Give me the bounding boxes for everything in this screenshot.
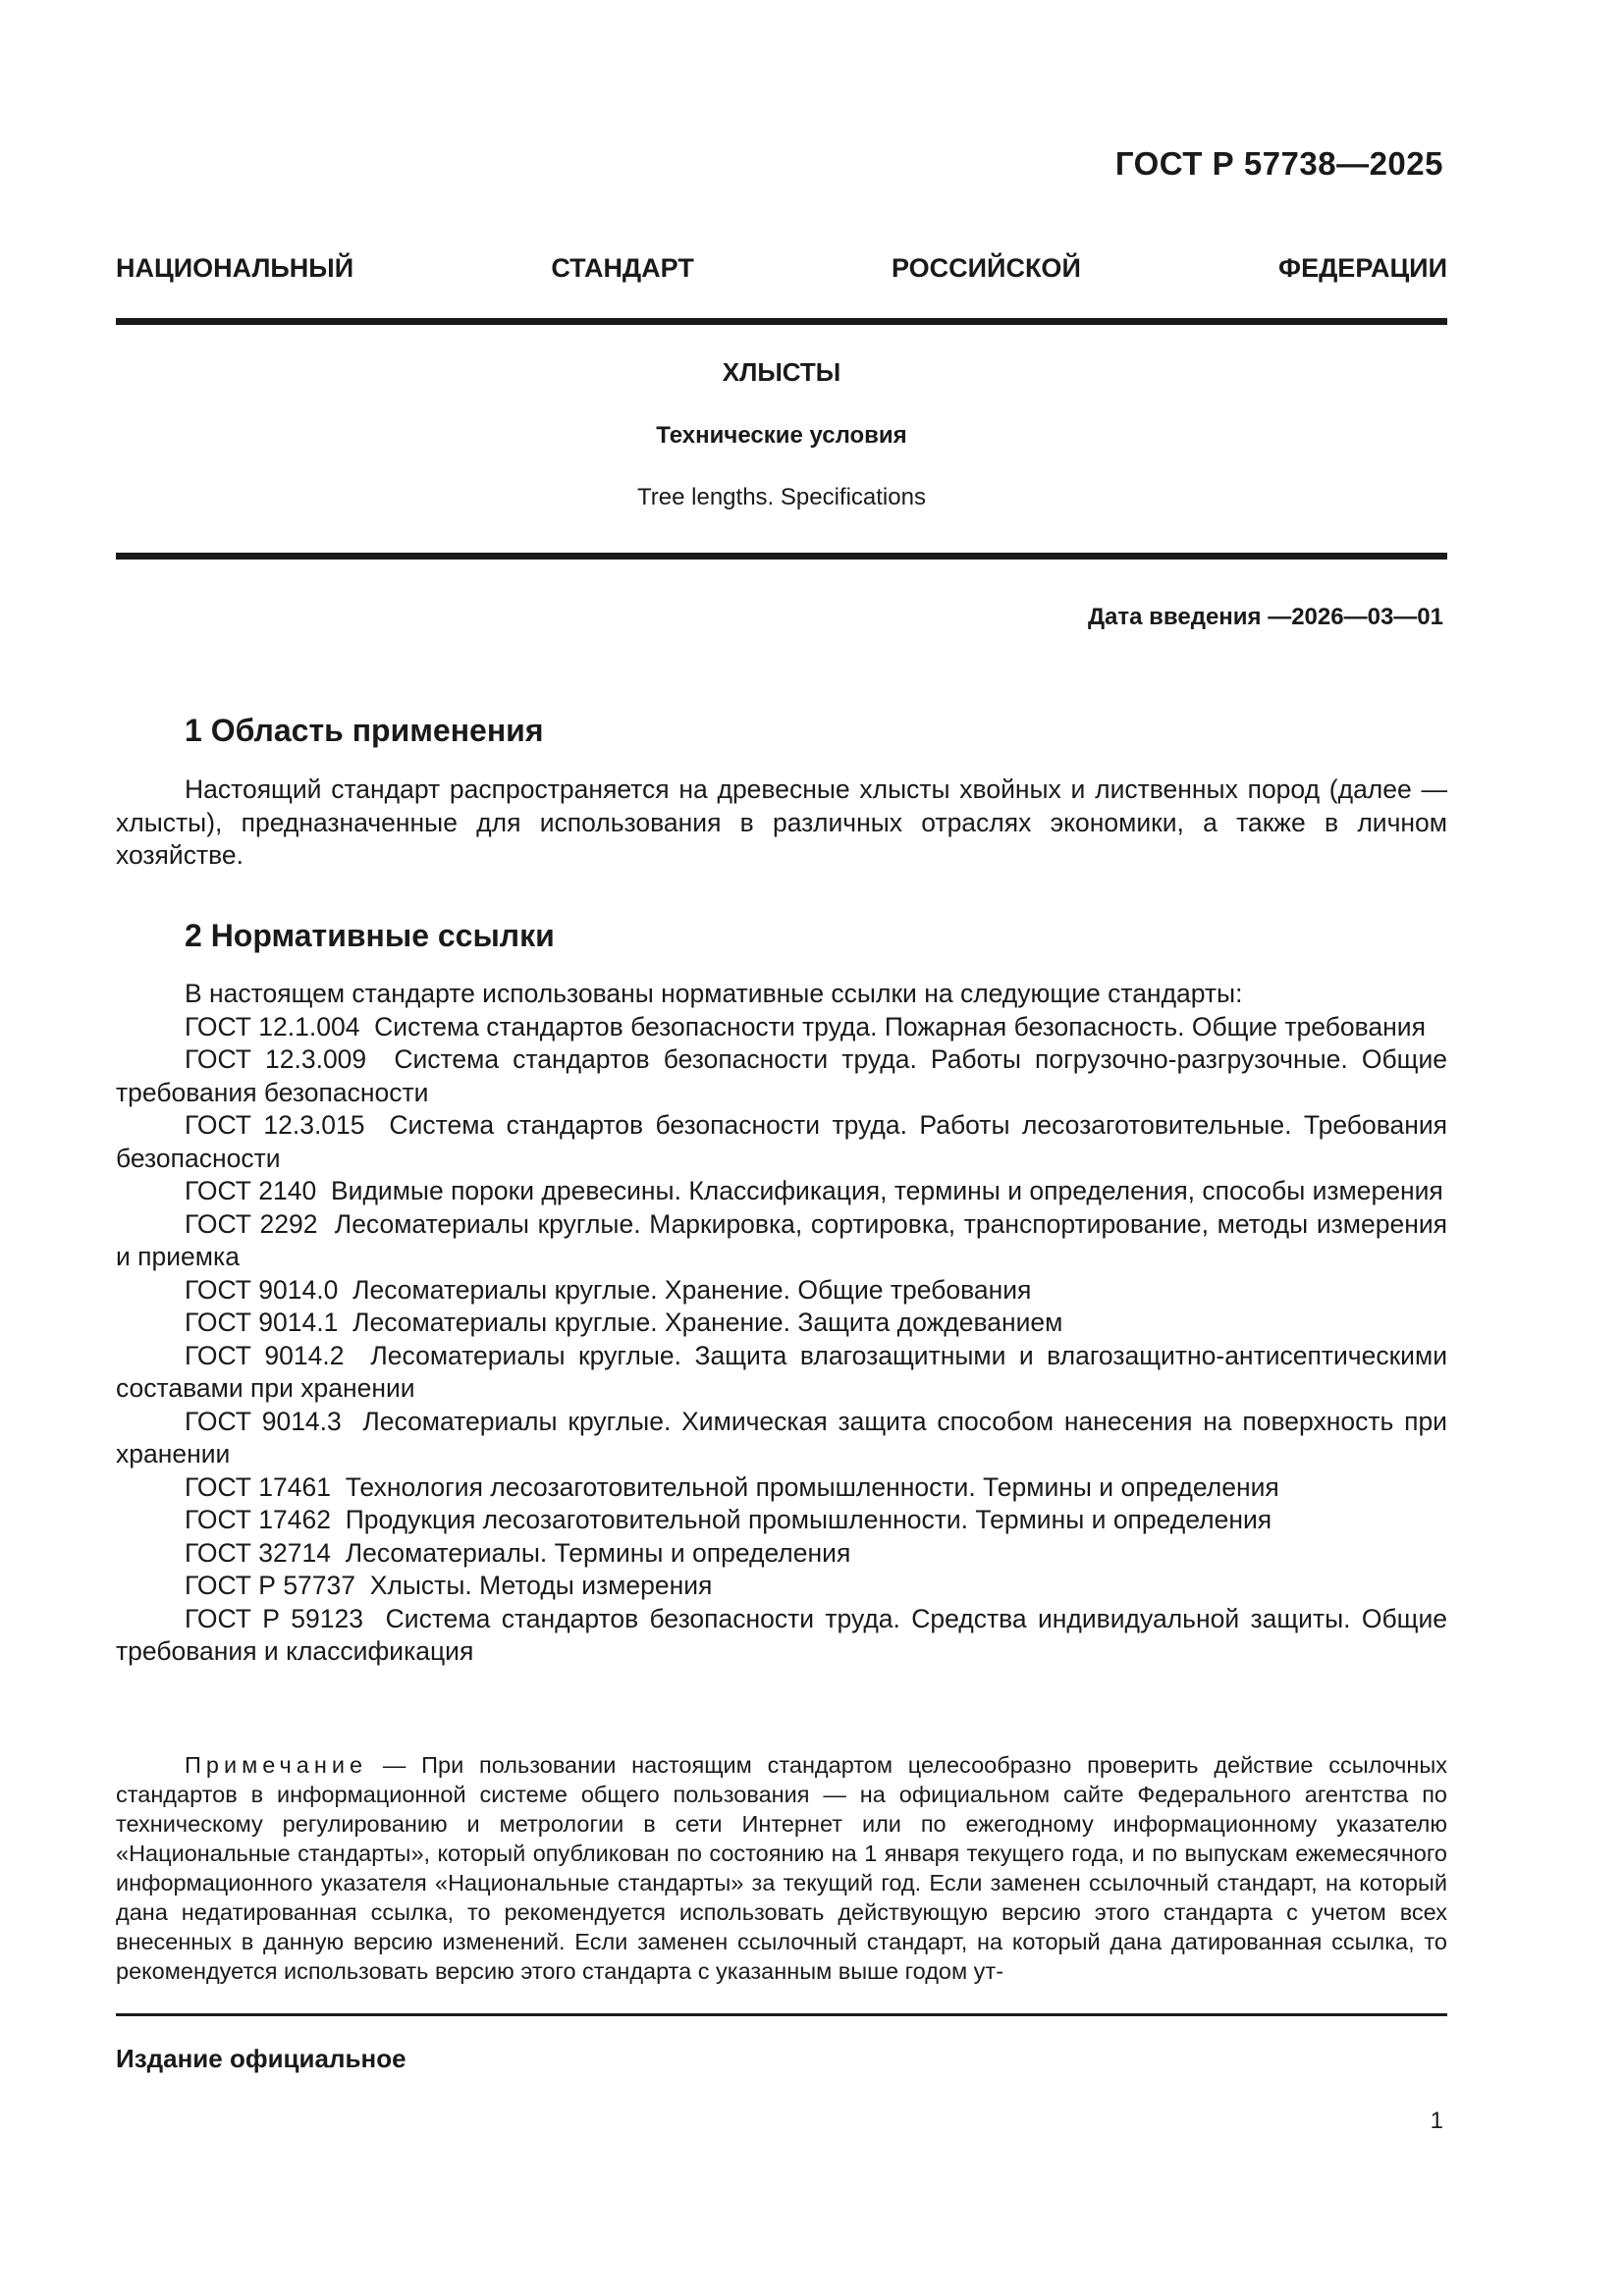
- reference-title: Лесоматериалы круглые. Химическая защита способом нанесения на поверхность при хранении: [116, 1406, 1447, 1468]
- document-title: ХЛЫСТЫ: [722, 357, 841, 387]
- reference-code: ГОСТ Р 59123: [185, 1603, 363, 1633]
- section-1-heading: 1 Область применения: [185, 713, 544, 748]
- introduction-date: Дата введения —2026—03—01: [1087, 604, 1443, 630]
- note-label: Примечание: [185, 1752, 368, 1778]
- reference-code: ГОСТ 32714: [185, 1537, 331, 1568]
- national-standard-banner: НАЦИОНАЛЬНЫЙ СТАНДАРТ РОССИЙСКОЙ ФЕДЕРАЦИИ: [116, 253, 1447, 283]
- note-paragraph: [116, 1750, 1447, 1986]
- reference-title: Видимые пороки древесины. Классификация, термины и определения, способы измерения: [330, 1176, 1443, 1205]
- reference-title: Продукция лесозаготовительной промышленности. Термины и определения: [345, 1505, 1272, 1534]
- reference-code: ГОСТ 12.3.009: [185, 1044, 367, 1074]
- reference-item: [116, 1011, 1447, 1044]
- reference-title: Лесоматериалы круглые. Хранение. Защита дождеванием: [352, 1308, 1063, 1337]
- reference-item: [116, 1274, 1447, 1308]
- official-edition-label: Издание официальное: [116, 2044, 406, 2073]
- references-intro: В настоящем стандарте использованы нормативные ссылки на следующие стандарты:: [185, 979, 1243, 1008]
- reference-title: Хлысты. Методы измерения: [369, 1571, 713, 1600]
- reference-code: ГОСТ 9014.1: [185, 1308, 339, 1337]
- reference-code: ГОСТ 17462: [185, 1505, 331, 1534]
- reference-item: [116, 1406, 1447, 1471]
- reference-item: [116, 1471, 1447, 1505]
- reference-title: Лесоматериалы круглые. Хранение. Общие требования: [352, 1274, 1032, 1305]
- reference-item: [116, 1109, 1447, 1175]
- footer-divider: [116, 2013, 1447, 2016]
- reference-item: [116, 1043, 1447, 1109]
- reference-item: [116, 1537, 1447, 1571]
- section-2-heading: 2 Нормативные ссылки: [185, 918, 555, 953]
- reference-code: ГОСТ 12.1.004: [185, 1011, 360, 1041]
- reference-item: [116, 1208, 1447, 1274]
- page-number: 1: [1430, 2108, 1443, 2134]
- reference-title: Лесоматериалы. Термины и определения: [345, 1537, 851, 1568]
- reference-item: [116, 1570, 1447, 1603]
- normative-references: [116, 978, 1447, 1669]
- scope-paragraph: Настоящий стандарт распространяется на древесные хлысты хвойных и лиственных пород (далее — хлысты), предназначенные для использования в различных отраслях экономики, а также в личном хозяйстве.: [116, 774, 1447, 870]
- reference-title: Система стандартов безопасности труда. Пожарная безопасность. Общие требования: [374, 1011, 1426, 1041]
- reference-item: [116, 1340, 1447, 1406]
- reference-title: Технология лесозаготовительной промышленности. Термины и определения: [345, 1471, 1279, 1502]
- document-number: ГОСТ Р 57738—2025: [1114, 145, 1443, 182]
- reference-code: ГОСТ 2140: [185, 1176, 317, 1205]
- reference-title: Система стандартов безопасности труда. Работы погрузочно-разгрузочные. Общие требования безопасности: [116, 1044, 1447, 1107]
- reference-title: Лесоматериалы круглые. Защита влагозащитными и влагозащитно-антисептическими составами при хранении: [116, 1340, 1447, 1403]
- reference-code: ГОСТ Р 57737: [185, 1571, 356, 1600]
- note-text: — При пользовании настоящим стандартом целесообразно проверить действие ссылочных стандартов в информационной системе общего пользования — на официальном сайте Федерального агентства по техническому регулированию и метрологии в сети Интернет или по ежегодному информационному указателю «Национальные стандарты», который опубликован по состоянию на 1 января текущего года, и по выпускам ежемесячного информационного указателя «Национальные стандарты» за текущий год. Если заменен ссылочный стандарт, на который дана недатированная ссылка, то рекомендуется использовать действующую версию этого стандарта с учетом всех внесенных в данную версию изменений. Если заменен ссылочный стандарт, на который дана датированная ссылка, то рекомендуется использовать версию этого стандарта с указанным выше годом ут-: [116, 1752, 1447, 1984]
- section-1-text: [116, 774, 1447, 873]
- english-title: Tree lengths. Specifications: [637, 484, 926, 510]
- reference-code: ГОСТ 2292: [185, 1208, 318, 1239]
- reference-item: [116, 1603, 1447, 1669]
- top-divider: [116, 318, 1447, 325]
- reference-title: Система стандартов безопасности труда. Средства индивидуальной защиты. Общие требования и классификация: [116, 1603, 1448, 1666]
- reference-code: ГОСТ 9014.2: [185, 1340, 345, 1370]
- reference-code: ГОСТ 17461: [185, 1471, 331, 1502]
- reference-code: ГОСТ 9014.0: [185, 1274, 339, 1305]
- reference-code: ГОСТ 12.3.015: [185, 1110, 365, 1140]
- references-note: [116, 1750, 1447, 1986]
- reference-item: [116, 1175, 1447, 1208]
- reference-title: Лесоматериалы круглые. Маркировка, сортировка, транспортирование, методы измерения и приемка: [116, 1208, 1447, 1271]
- reference-item: [116, 1504, 1447, 1537]
- document-subtitle: Технические условия: [656, 422, 907, 449]
- reference-code: ГОСТ 9014.3: [185, 1406, 342, 1436]
- reference-title: Система стандартов безопасности труда. Работы лесозаготовительные. Требования безопасности: [116, 1110, 1447, 1173]
- title-divider: [116, 553, 1447, 560]
- reference-item: [116, 1307, 1447, 1340]
